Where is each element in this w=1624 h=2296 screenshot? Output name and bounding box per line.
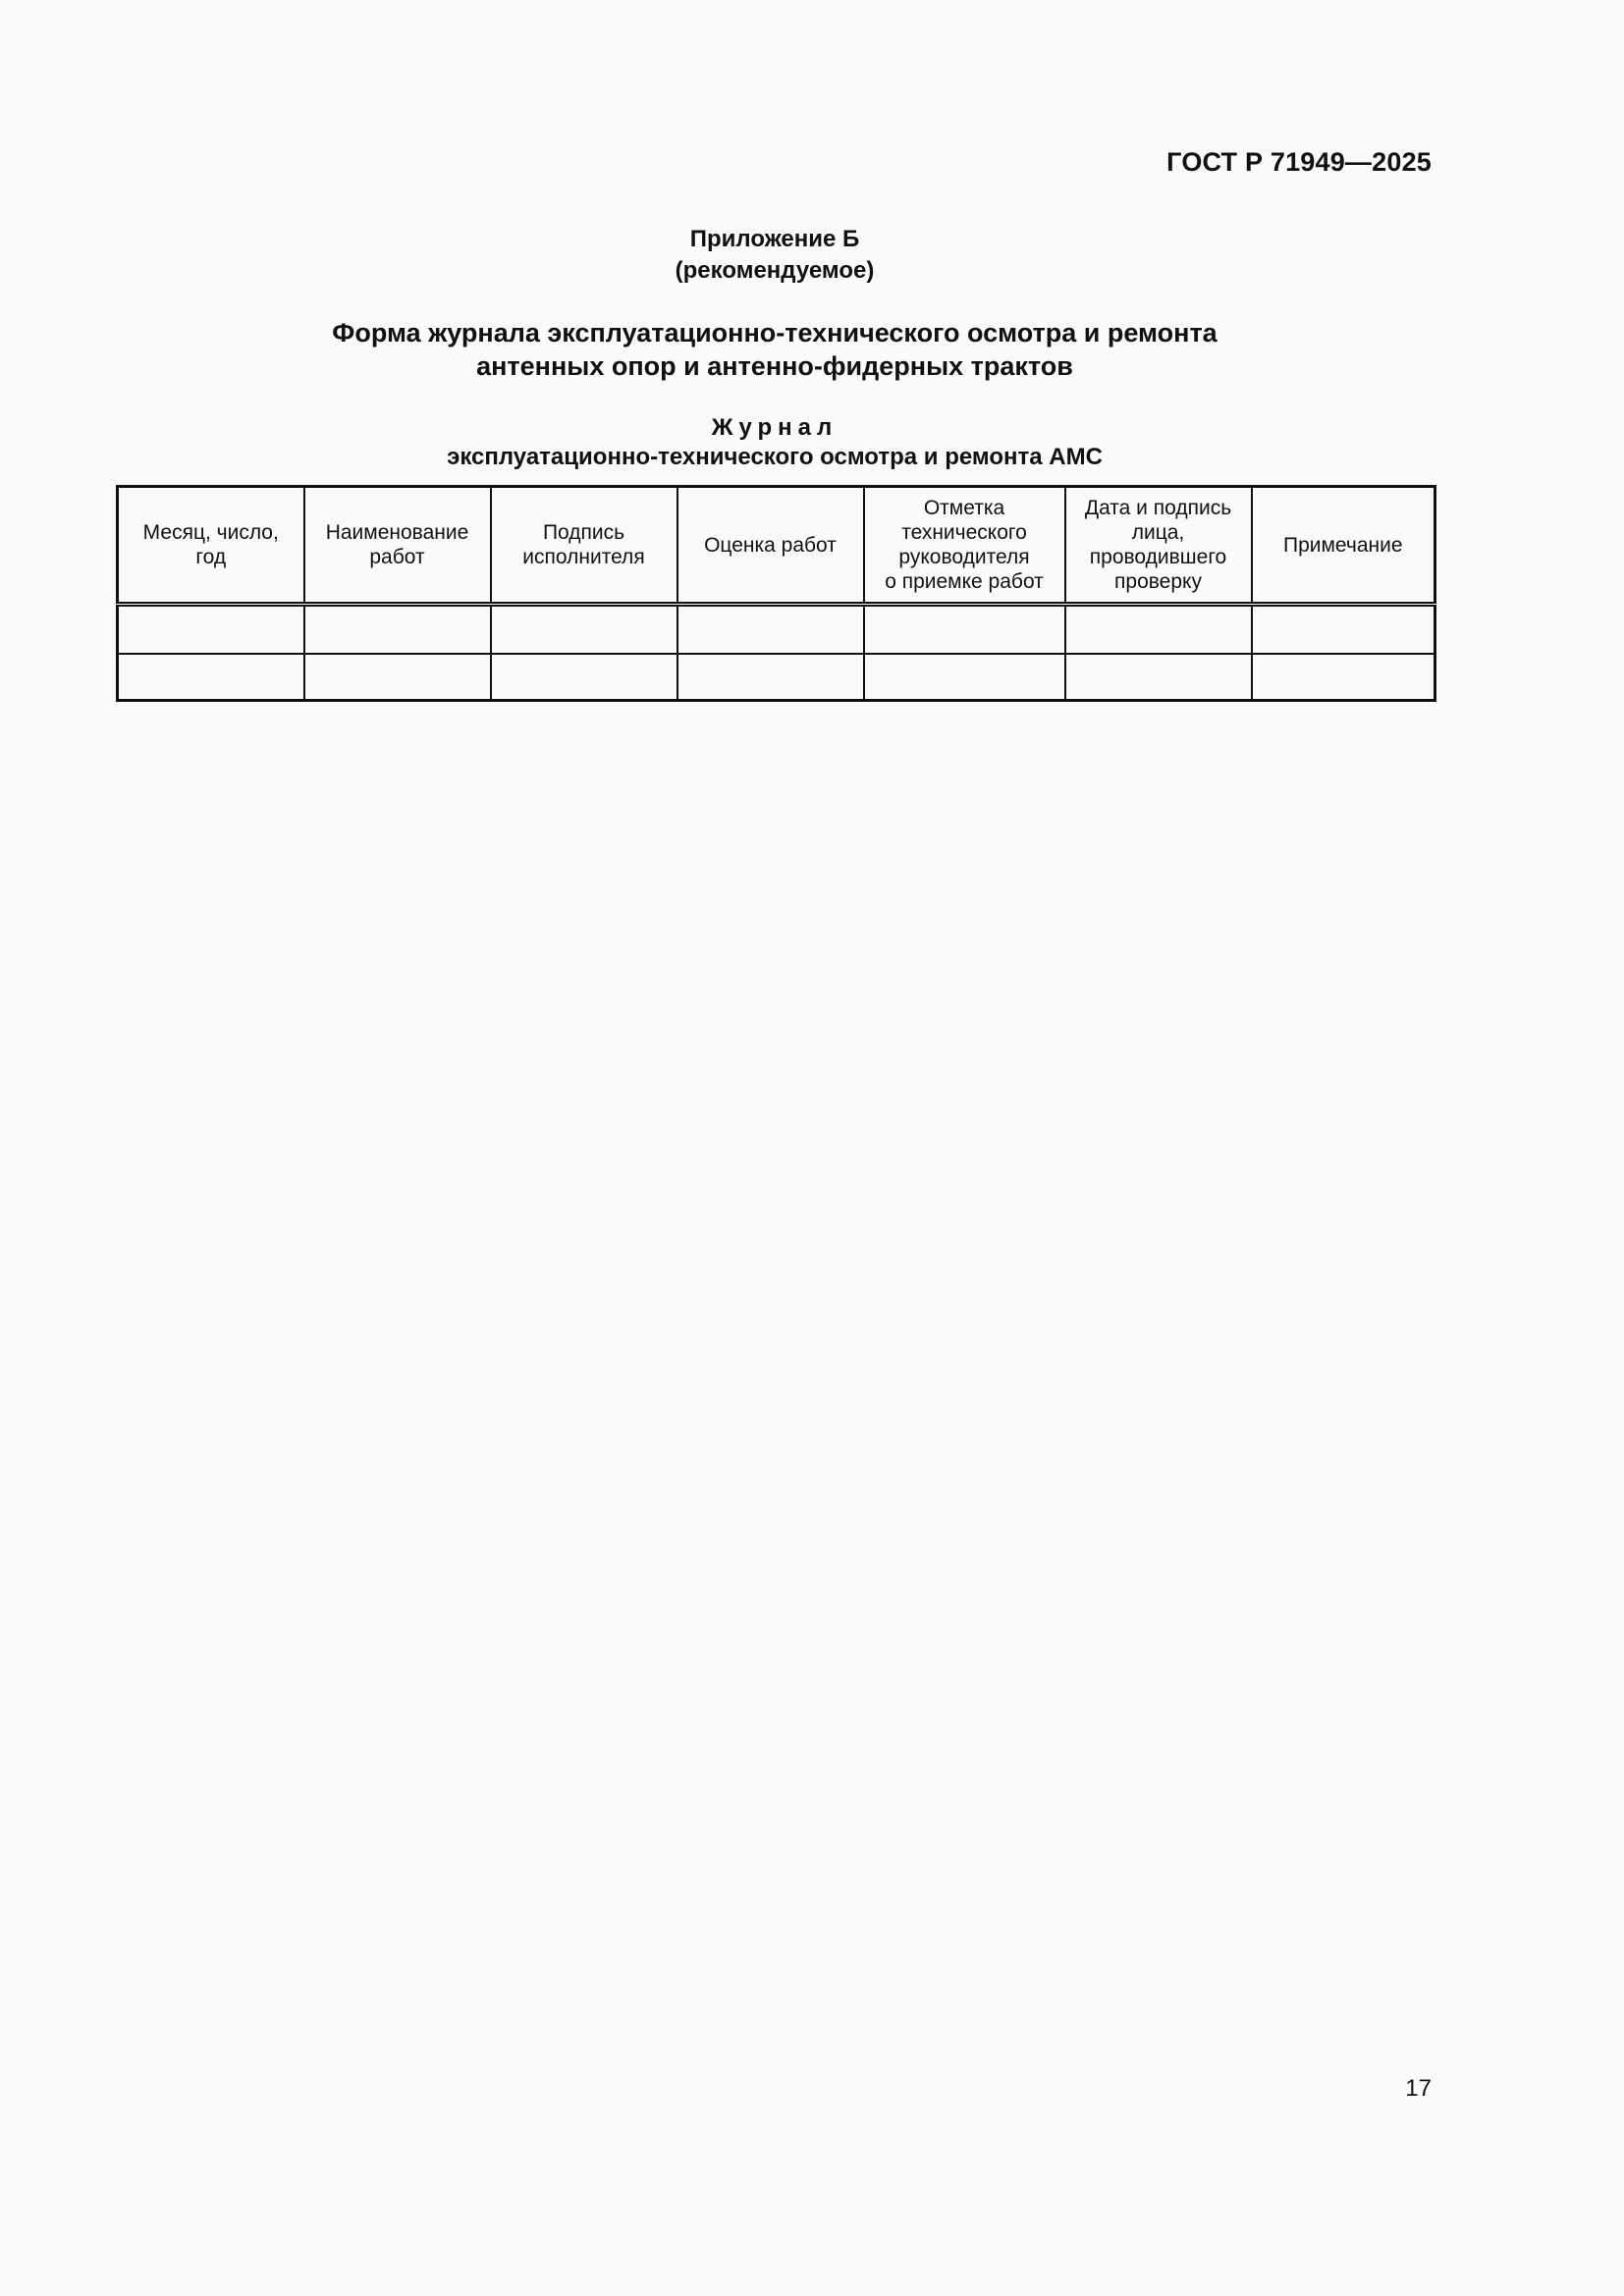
table-cell	[1065, 605, 1252, 654]
journal-subtitle: эксплуатационно-технического осмотра и ремонта АМС	[447, 444, 1103, 470]
table-cell	[677, 605, 864, 654]
column-header-text: Подпись	[542, 521, 625, 544]
column-header-text: о приемке работ	[885, 570, 1044, 593]
table-cell	[864, 654, 1065, 701]
column-header-text: Месяц, число,	[142, 521, 279, 544]
table-cell	[1252, 605, 1435, 654]
column-header-inspector-date-signature	[1065, 487, 1252, 605]
column-header-text: год	[195, 546, 227, 568]
table-cell	[1065, 654, 1252, 701]
column-header-text: проверку	[1114, 570, 1202, 593]
column-header-text: Дата и подпись	[1084, 497, 1232, 519]
table-cell	[304, 654, 491, 701]
column-header-text: исполнителя	[522, 546, 645, 568]
column-header-executor-signature	[491, 487, 677, 605]
table-cell	[491, 654, 677, 701]
table-cell	[491, 605, 677, 654]
page-number: 17	[1405, 2075, 1432, 2102]
form-title-line-1: Форма журнала эксплуатационно-технического осмотра и ремонта	[332, 318, 1218, 347]
table-cell	[677, 654, 864, 701]
table-cell	[1252, 654, 1435, 701]
appendix-status: (рекомендуемое)	[675, 257, 875, 284]
column-header-text: Отметка	[923, 497, 1005, 519]
column-header-text: проводившего	[1089, 546, 1227, 568]
document-code: ГОСТ Р 71949—2025	[1166, 147, 1432, 177]
appendix-title: Приложение Б	[689, 226, 860, 252]
column-header-date	[118, 487, 304, 605]
column-header-text: лица,	[1131, 521, 1185, 544]
table-cell	[118, 605, 304, 654]
form-title-line-2: антенных опор и антенно-фидерных трактов	[476, 351, 1073, 381]
table-cell	[864, 605, 1065, 654]
column-header-text: работ	[369, 546, 425, 568]
column-header-work-name	[304, 487, 491, 605]
journal-title: Журнал	[711, 414, 839, 441]
column-header-work-evaluation	[677, 487, 864, 605]
column-header-text: руководителя	[898, 546, 1030, 568]
column-header-note	[1252, 487, 1435, 605]
table-cell	[118, 654, 304, 701]
journal-table	[116, 485, 1436, 702]
table-row	[118, 605, 1435, 654]
table-header-row	[118, 487, 1435, 605]
column-header-text: Примечание	[1282, 533, 1403, 557]
table-cell	[304, 605, 491, 654]
column-header-acceptance-mark	[864, 487, 1065, 605]
table-row	[118, 654, 1435, 701]
column-header-text: технического	[901, 521, 1027, 544]
column-header-text: Наименование	[325, 521, 469, 544]
column-header-text: Оценка работ	[704, 533, 837, 557]
